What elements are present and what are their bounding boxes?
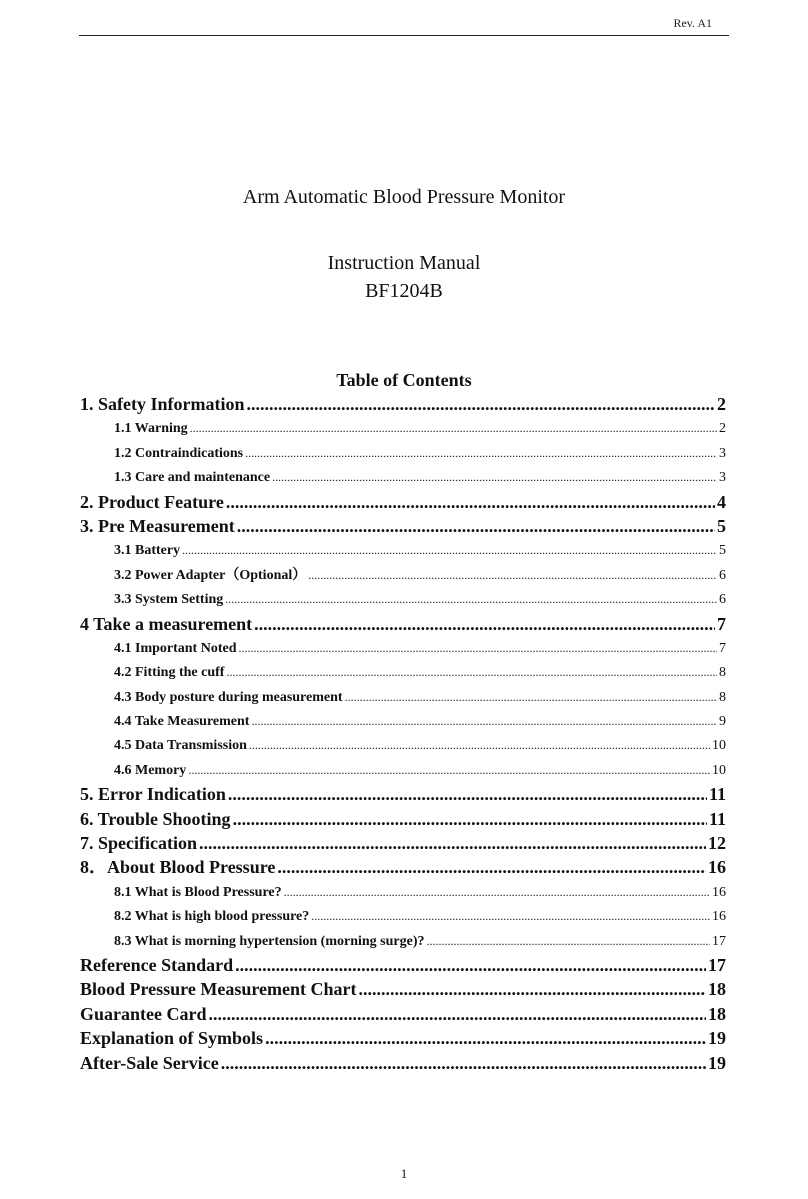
toc-entry-label: 1. Safety Information bbox=[80, 394, 245, 414]
toc-entry[interactable] bbox=[80, 929, 726, 953]
toc-entry-page: 16 bbox=[708, 857, 726, 878]
toc-entry-label: 1.1 Warning bbox=[114, 421, 188, 437]
header-rule bbox=[79, 35, 729, 36]
toc-entry-label: 3.3 System Setting bbox=[114, 592, 224, 608]
toc-entry-label: 8．About Blood Pressure bbox=[80, 857, 276, 878]
toc-dot-leader bbox=[239, 636, 718, 660]
toc-dot-leader bbox=[235, 953, 706, 977]
toc-entry[interactable] bbox=[80, 977, 726, 1001]
toc-entry[interactable] bbox=[80, 441, 726, 465]
toc-entry-label: 4 Take a measurement bbox=[80, 613, 253, 634]
toc-entry[interactable] bbox=[80, 1026, 726, 1050]
toc-dot-leader bbox=[247, 392, 716, 416]
toc-entry-label: 1.3 Care and maintenance bbox=[114, 470, 271, 486]
toc-dot-leader bbox=[345, 685, 717, 709]
toc-entry-label: 5. Error Indication bbox=[80, 784, 226, 805]
toc-entry-label: 6. Trouble Shooting bbox=[80, 808, 231, 829]
toc-entry[interactable] bbox=[80, 538, 726, 562]
toc-dot-leader bbox=[188, 758, 710, 782]
toc-heading: Table of Contents bbox=[336, 370, 472, 390]
toc-entry-label: Reference Standard bbox=[80, 954, 234, 975]
toc-entry[interactable] bbox=[80, 660, 726, 684]
toc-entry-page: 9 bbox=[719, 714, 726, 730]
toc-entry-label: Blood Pressure Measurement Chart bbox=[80, 979, 357, 1000]
toc-entry-label: 8.2 What is high blood pressure? bbox=[114, 909, 310, 925]
toc-entry-page: 18 bbox=[708, 1003, 726, 1024]
manual-title-block bbox=[0, 249, 808, 305]
manual-subtitle: Instruction Manual bbox=[327, 252, 481, 274]
toc-entry[interactable] bbox=[80, 733, 726, 757]
toc-dot-leader bbox=[228, 782, 707, 806]
toc-dot-leader bbox=[182, 538, 717, 562]
toc-entry-page: 2 bbox=[719, 421, 726, 437]
toc-entry-label: Guarantee Card bbox=[80, 1003, 207, 1024]
toc-entry-label: 7. Specification bbox=[80, 833, 197, 854]
toc-entry-label: 8.1 What is Blood Pressure? bbox=[114, 884, 282, 900]
toc-entry-page: 16 bbox=[712, 884, 726, 900]
toc-dot-leader bbox=[208, 1002, 706, 1026]
toc-dot-leader bbox=[284, 880, 710, 904]
toc-dot-leader bbox=[190, 416, 717, 440]
toc-entry[interactable] bbox=[80, 831, 726, 855]
toc-entry-page: 19 bbox=[708, 1052, 726, 1073]
toc-dot-leader bbox=[249, 733, 710, 757]
toc-entry-page: 6 bbox=[719, 567, 726, 583]
toc-entry[interactable] bbox=[80, 563, 726, 587]
toc-entry-label: 3.2 Power Adapter（Optional） bbox=[114, 567, 307, 583]
toc-entry-page: 6 bbox=[719, 592, 726, 608]
toc-entry-page: 4 bbox=[717, 491, 726, 512]
toc-entry-page: 8 bbox=[719, 665, 726, 681]
toc-dot-leader bbox=[225, 587, 717, 611]
toc-dot-leader bbox=[251, 709, 717, 733]
toc-entry[interactable] bbox=[80, 782, 726, 806]
toc-dot-leader bbox=[199, 831, 706, 855]
toc-dot-leader bbox=[237, 514, 715, 538]
toc-entry-page: 17 bbox=[708, 954, 726, 975]
toc-entry[interactable] bbox=[80, 514, 726, 538]
toc-dot-leader bbox=[265, 1026, 706, 1050]
toc-entry[interactable] bbox=[80, 1051, 726, 1075]
toc-entry-page: 8 bbox=[719, 689, 726, 705]
toc-entry[interactable] bbox=[80, 709, 726, 733]
toc-entry-page: 5 bbox=[717, 515, 726, 536]
toc-dot-leader bbox=[226, 490, 715, 514]
toc-entry-page: 10 bbox=[712, 738, 726, 754]
toc-entry-label: 4.5 Data Transmission bbox=[114, 738, 247, 754]
revision-label: Rev. A1 bbox=[673, 16, 712, 30]
toc-entry-page: 11 bbox=[708, 784, 726, 805]
toc-entry-page: 16 bbox=[712, 909, 726, 925]
toc-entry-label: 4.1 Important Noted bbox=[114, 640, 237, 656]
page-number: 1 bbox=[400, 1166, 408, 1181]
toc-entry[interactable] bbox=[80, 807, 726, 831]
table-of-contents bbox=[80, 392, 726, 1075]
toc-entry[interactable] bbox=[80, 490, 726, 514]
toc-entry[interactable] bbox=[80, 587, 726, 611]
model-number: BF1204B bbox=[365, 280, 443, 302]
toc-entry-page: 5 bbox=[719, 543, 726, 559]
toc-dot-leader bbox=[221, 1051, 706, 1075]
toc-entry-label: 4.3 Body posture during measurement bbox=[114, 689, 343, 705]
toc-entry-page: 3 bbox=[719, 470, 726, 486]
toc-entry-label: After-Sale Service bbox=[80, 1052, 219, 1073]
toc-entry[interactable] bbox=[80, 1002, 726, 1026]
toc-entry-page: 12 bbox=[708, 833, 726, 854]
document-title: Arm Automatic Blood Pressure Monitor bbox=[242, 186, 566, 208]
toc-entry-page: 3 bbox=[719, 445, 726, 461]
toc-dot-leader bbox=[358, 977, 706, 1001]
toc-entry-label: 1.2 Contraindications bbox=[114, 445, 244, 461]
toc-entry-page: 11 bbox=[708, 808, 726, 829]
toc-dot-leader bbox=[311, 904, 710, 928]
toc-entry-label: 3. Pre Measurement bbox=[80, 515, 235, 536]
toc-entry[interactable] bbox=[80, 685, 726, 709]
toc-entry-label: 4.4 Take Measurement bbox=[114, 714, 250, 730]
toc-entry-label: 2. Product Feature bbox=[80, 491, 224, 512]
toc-entry[interactable] bbox=[80, 612, 726, 636]
toc-entry-page: 18 bbox=[708, 979, 726, 1000]
toc-entry-page: 17 bbox=[712, 933, 726, 949]
toc-dot-leader bbox=[245, 441, 717, 465]
toc-entry[interactable] bbox=[80, 953, 726, 977]
toc-entry[interactable] bbox=[80, 855, 726, 879]
toc-entry[interactable] bbox=[80, 880, 726, 904]
toc-entry-page: 7 bbox=[719, 640, 726, 656]
toc-entry-page: 7 bbox=[717, 613, 726, 634]
toc-entry-page: 19 bbox=[708, 1028, 726, 1049]
toc-dot-leader bbox=[426, 929, 710, 953]
toc-dot-leader bbox=[226, 660, 717, 684]
toc-dot-leader bbox=[277, 855, 706, 879]
toc-entry[interactable] bbox=[80, 636, 726, 660]
toc-entry-label: Explanation of Symbols bbox=[80, 1028, 264, 1049]
toc-entry-label: 4.6 Memory bbox=[114, 762, 187, 778]
toc-dot-leader bbox=[308, 563, 717, 587]
toc-entry[interactable] bbox=[80, 392, 726, 416]
toc-entry-label: 4.2 Fitting the cuff bbox=[114, 665, 225, 681]
toc-entry[interactable] bbox=[80, 416, 726, 440]
toc-entry-label: 8.3 What is morning hypertension (morning surge)? bbox=[114, 933, 425, 949]
toc-entry-label: 3.1 Battery bbox=[114, 543, 181, 559]
toc-dot-leader bbox=[233, 807, 707, 831]
toc-entry-page: 2 bbox=[717, 394, 726, 414]
toc-entry[interactable] bbox=[80, 465, 726, 489]
toc-entry[interactable] bbox=[80, 758, 726, 782]
toc-dot-leader bbox=[254, 612, 715, 636]
toc-entry-page: 10 bbox=[712, 762, 726, 778]
toc-dot-leader bbox=[272, 465, 717, 489]
toc-entry[interactable] bbox=[80, 904, 726, 928]
